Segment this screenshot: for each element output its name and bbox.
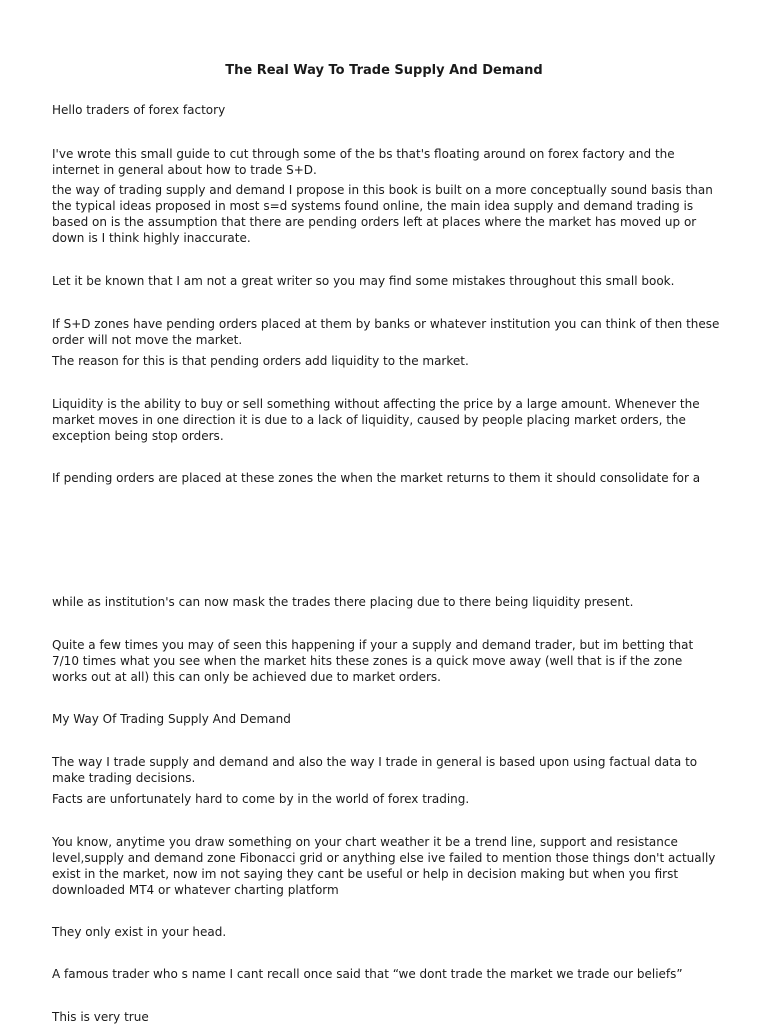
paragraph: The way I trade supply and demand and also the way I trade in general is based upon using factual data to make trading decisions. [52, 755, 698, 785]
paragraph: I've wrote this small guide to cut through some of the bs that's floating around on forex factory and the internet in general about how to trade S+D. [52, 147, 675, 177]
section-heading: My Way Of Trading Supply And Demand [52, 712, 291, 726]
paragraph: Let it be known that I am not a great writer so you may find some mistakes throughout this small book. [52, 274, 675, 288]
document-title: The Real Way To Trade Supply And Demand [225, 63, 543, 78]
paragraph: You know, anytime you draw something on your chart weather it be a trend line, support and resistance level,supply and demand zone Fibonacci grid or anything else ive failed to mention those things don't actually exist in the market, now im not saying they cant be useful or help in decision making but when you first downloaded MT4 or whatever charting platform [52, 835, 716, 897]
paragraph: They only exist in your head. [52, 925, 227, 939]
paragraph: A famous trader who s name I cant recall once said that “we dont trade the market we trade our beliefs” [52, 967, 683, 981]
paragraph: Quite a few times you may of seen this happening if your a supply and demand trader, but im betting that 7/10 times what you see when the market hits these zones is a quick move away (well that is if the zone works out at all) this can only be achieved due to market orders. [52, 638, 694, 684]
paragraph: the way of trading supply and demand I propose in this book is built on a more conceptually sound basis than the typical ideas proposed in most s=d systems found online, the main idea supply and demand trading is based on is the assumption that there are pending orders left at places where the market has moved up or down is I think highly inaccurate. [52, 183, 713, 245]
paragraph: If S+D zones have pending orders placed at them by banks or whatever institution you can think of then these order will not move the market. [52, 317, 720, 347]
paragraph: while as institution's can now mask the trades there placing due to there being liquidity present. [52, 595, 634, 609]
paragraph: Facts are unfortunately hard to come by in the world of forex trading. [52, 792, 470, 806]
paragraph: This is very true [52, 1010, 149, 1024]
paragraph-greeting: Hello traders of forex factory [52, 103, 226, 117]
paragraph: Liquidity is the ability to buy or sell something without affecting the price by a large amount. Whenever the market moves in one direction it is due to a lack of liquidity, caused by people placing market orders, the exception being stop orders. [52, 397, 700, 443]
paragraph: The reason for this is that pending orders add liquidity to the market. [52, 354, 469, 368]
paragraph: If pending orders are placed at these zones the when the market returns to them it should consolidate for a [52, 471, 701, 485]
